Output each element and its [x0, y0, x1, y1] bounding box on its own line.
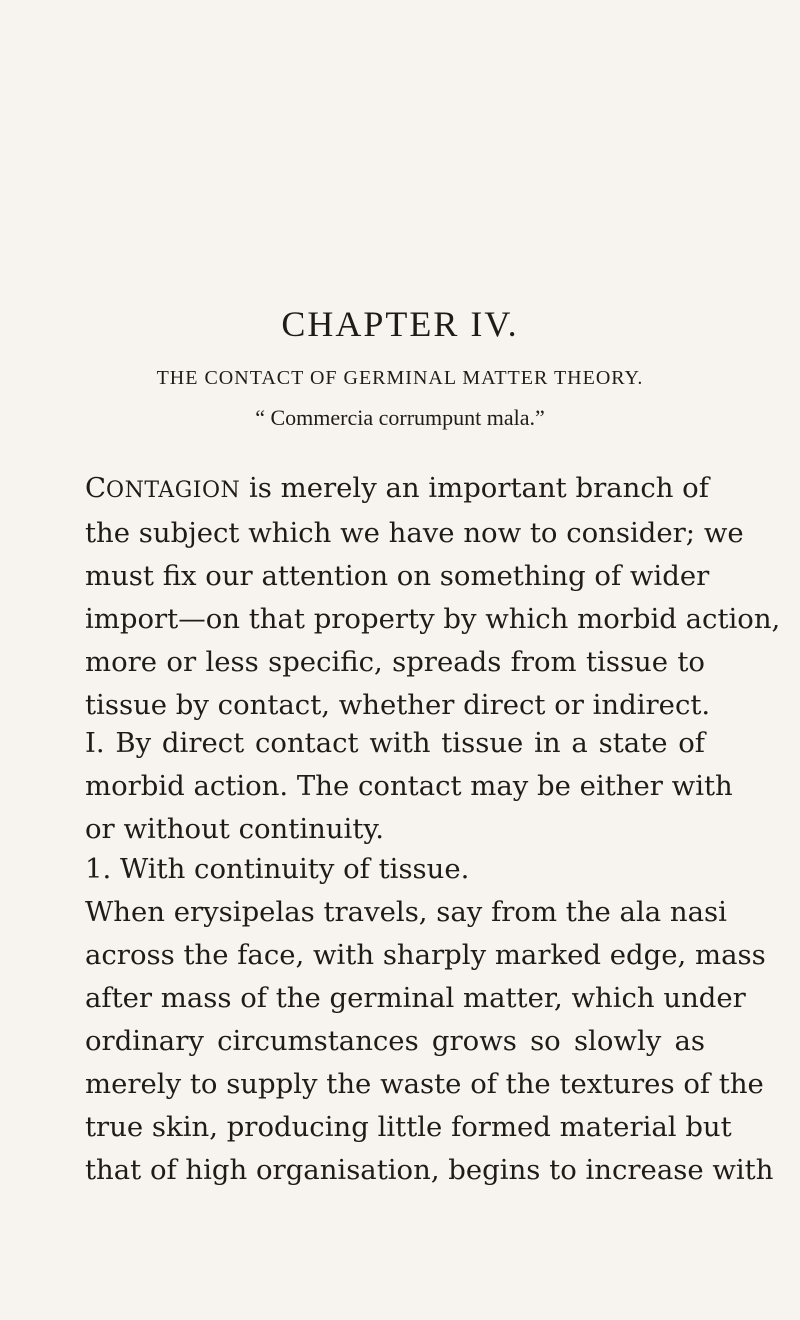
paragraph-line: across the face, with sharply marked edge, mass [85, 939, 766, 971]
first-line-text: is merely an important branch of [240, 472, 709, 504]
paragraph-line: 1. With continuity of tissue. [85, 853, 470, 885]
paragraph-line: tissue by contact, whether direct or indirect. [85, 689, 711, 721]
paragraph-line: true skin, producing little formed material but [85, 1111, 732, 1143]
paragraph-direct-contact [85, 722, 733, 851]
small-caps-word: ONTAGION [106, 478, 241, 503]
paragraph-line: more or less specific, spreads from tissue to [85, 646, 705, 678]
chapter-subtitle: THE CONTACT OF GERMINAL MATTER THEORY. [156, 367, 644, 389]
paragraph-line: must fix our attention on something of wider [85, 560, 710, 592]
epigraph: “ Commercia corrumpunt mala.” [255, 405, 545, 430]
paragraph-line: merely to supply the waste of the textures of the [85, 1068, 764, 1100]
paragraph-line [85, 467, 709, 512]
paragraph-line: ordinary circumstances grows so slowly as [85, 1025, 705, 1057]
paragraph-line: import—on that property by which morbid action, [85, 603, 781, 635]
small-caps-initial: C [85, 472, 107, 504]
paragraph-line: When erysipelas travels, say from the ala nasi [85, 896, 727, 928]
paragraph-contagion [85, 467, 781, 727]
paragraph-line: that of high organisation, begins to increase with [85, 1154, 774, 1186]
paragraph-line: I. By direct contact with tissue in a state of [85, 727, 705, 759]
paragraph-continuity [85, 848, 774, 1192]
paragraph-line: the subject which we have now to consider; we [85, 517, 744, 549]
chapter-heading: CHAPTER IV. [281, 304, 519, 344]
paragraph-line: or without continuity. [85, 813, 385, 845]
paragraph-line: morbid action. The contact may be either with [85, 770, 733, 802]
paragraph-line: after mass of the germinal matter, which under [85, 982, 746, 1014]
